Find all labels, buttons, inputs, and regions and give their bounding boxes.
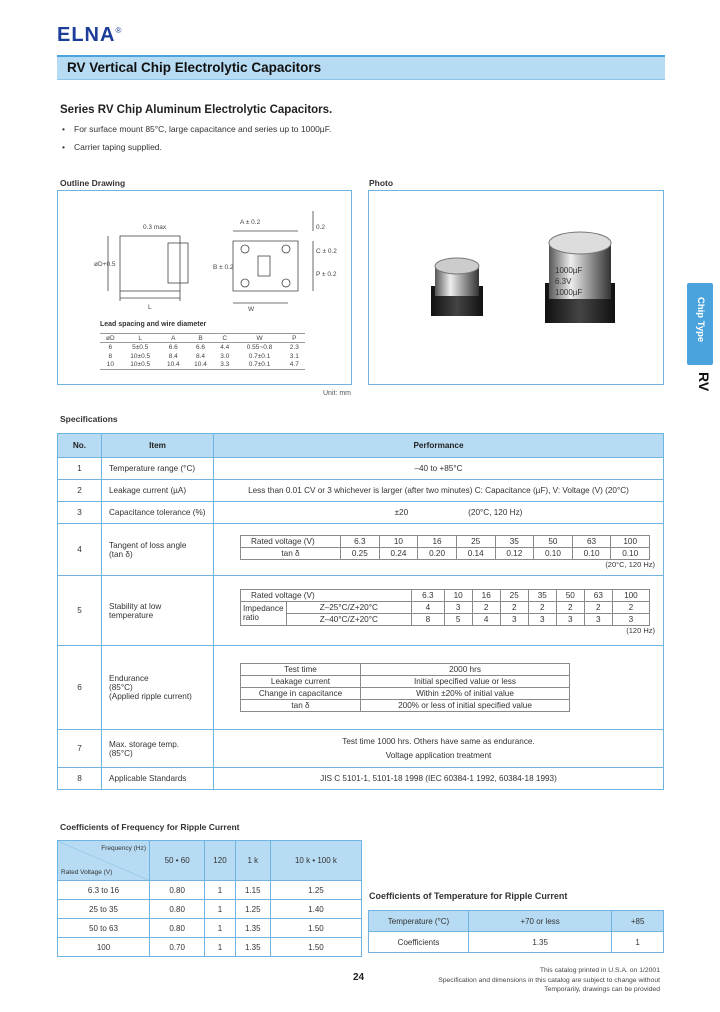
photo-panel (368, 190, 664, 385)
page-title: RV Vertical Chip Electrolytic Capacitors (67, 60, 322, 75)
dim-b: B ± 0.2 (213, 264, 234, 271)
page-number: 24 (353, 972, 365, 983)
impedance-table: Rated voltage (V) 6.3 10 16 25 35 50 63 100 Impedance ratio Z–25°C/Z+20°C 4 3 2 2 2 2 2 2 Z–40°C/Z+20°C 8 5 4 3 3 3 3 3 (240, 589, 650, 626)
dim-d: øD+0.5 (94, 261, 116, 268)
outline-drawing-panel (57, 190, 352, 385)
lead-row: 6 5±0.5 6.6 6.6 4.4 0.55~0.8 2.3 (108, 343, 299, 351)
terminal-block (168, 243, 188, 283)
col-item: Item (102, 434, 214, 458)
bullet-1: • For surface mount 85°C, large capacitance and series up to 1000µF. (62, 124, 332, 134)
ripple-row: 100 0.70 1 1.35 1.50 (58, 938, 362, 957)
spec-row: 6 Endurance (85°C) (Applied ripple current) Test time 2000 hrs Leakage current Initial specified value or less Change in capacitance Within ±20% of initial value tan δ 200% or less of initial specified value (58, 646, 664, 730)
ripple-frequency-table: Frequency (Hz) Rated Voltage (V) 50 • 60 120 1 k 10 k • 100 k 6.3 to 16 0.80 1 1.15 1.25 25 to 35 0.80 1 1.25 1.40 50 to 63 0.80 1 1.35 1.50 100 0.70 1 1.35 1.50 (57, 840, 362, 957)
spec-row: 8 Applicable Standards JIS C 5101-1, 5101-18 1998 (IEC 60384-1 1992, 60384-18 1993) (58, 768, 664, 790)
photo-label: Photo (369, 178, 394, 188)
photo-cap-text-1: 1000µF (555, 266, 583, 275)
side-tab-label: Chip Type (695, 297, 706, 343)
dim-w: W (248, 306, 255, 313)
spec-row: 5 Stability at low temperature Rated voltage (V) 6.3 10 16 25 35 50 63 100 Impedance ratio Z–25°C/Z+20°C 4 3 2 2 2 2 2 2 Z–40°C/Z+20°C 8 5 4 3 3 3 3 3 (120 Hz) (58, 576, 664, 646)
unit-note: Unit: mm (323, 390, 351, 397)
dim-c: C ± 0.2 (316, 248, 337, 255)
spec-row: 7 Max. storage temp. (85°C) Test time 1000 hrs. Others have same as endurance. Voltage application treatment (58, 730, 664, 768)
elna-logo: ELNA® (57, 24, 123, 46)
endurance-table: Test time 2000 hrs Leakage current Initial specified value or less Change in capacitance Within ±20% of initial value tan δ 200% or less of initial specified value (240, 663, 570, 712)
dim-p: P ± 0.2 (316, 271, 337, 278)
col-perf: Performance (214, 434, 664, 458)
side-series-label: RV (696, 372, 712, 392)
spec-row: 4 Tangent of loss angle (tan δ) Rated voltage (V) 6.3 10 16 25 35 50 63 100 tan δ 0.25 0.24 0.20 0.14 0.12 0.10 0.10 0.10 (20°C, 120 Hz) (58, 524, 664, 576)
bullet-2: • Carrier taping supplied. (62, 142, 162, 152)
lead-table: øD L A B C W P 6 5±0.5 6.6 6.6 4.4 0.55~0.8 2.3 8 10±0.5 8.4 8.4 3.0 0.7±0.1 3.1 10 10±0.5 10.4 10.4 3.3 0.7±0.1 4.7 (100, 333, 305, 370)
col-no: No. (58, 434, 102, 458)
dim-l: L (148, 304, 152, 311)
spec-row: 2 Leakage current (µA) Less than 0.01 CV or 3 whichever is larger (after two minutes) C: Capacitance (µF), V: Voltage (V) (20°C) (58, 480, 664, 502)
ripple-row: 50 to 63 0.80 1 1.35 1.50 (58, 919, 362, 938)
temp-label: Coefficients of Temperature for Ripple Current (369, 891, 568, 901)
lead-caption: Lead spacing and wire diameter (100, 321, 207, 328)
ripple-row: 25 to 35 0.80 1 1.25 1.40 (58, 900, 362, 919)
dim-a: A ± 0.2 (240, 219, 261, 226)
spec-row: 3 Capacitance tolerance (%) ±20 (20°C, 120 Hz) (58, 502, 664, 524)
temperature-table: Temperature (°C) +70 or less +85 Coefficients 1.35 1 (368, 910, 664, 953)
outline-label: Outline Drawing (60, 178, 126, 188)
series-title: Series RV Chip Aluminum Electrolytic Capacitors. (60, 104, 333, 116)
capacitor-photo (369, 191, 663, 384)
title-bar (57, 55, 665, 80)
photo-cap-text-2: 6.3V (555, 277, 572, 286)
specs-label: Specifications (60, 414, 118, 424)
tan-delta-table: Rated voltage (V) 6.3 10 16 25 35 50 63 100 tan δ 0.25 0.24 0.20 0.14 0.12 0.10 0.10 0.10 (240, 535, 650, 560)
outline-drawing-svg (58, 191, 351, 316)
capacitor-top-view (233, 241, 298, 291)
photo-cap-text-3: 1000µF (555, 288, 583, 297)
dim-c2: 0.2 (316, 224, 326, 231)
ripple-label: Coefficients of Frequency for Ripple Current (60, 822, 240, 832)
spec-row: 1 Temperature range (°C) –40 to +85°C (58, 458, 664, 480)
side-tab (687, 283, 713, 365)
dim-max: 0.3 max (143, 224, 167, 231)
ripple-row: 6.3 to 16 0.80 1 1.15 1.25 (58, 881, 362, 900)
lead-row: 10 10±0.5 10.4 10.4 3.3 0.7±0.1 4.7 (100, 361, 305, 370)
lead-row: 8 10±0.5 8.4 8.4 3.0 0.7±0.1 3.1 (108, 352, 299, 360)
specs-table (57, 433, 664, 790)
footer-notes: This catalog printed in U.S.A. on 1/2001 Specification and dimensions in this catalog are subject to change without Temporarily, drawings can be provided (438, 967, 660, 993)
specs-header-row (58, 434, 664, 458)
